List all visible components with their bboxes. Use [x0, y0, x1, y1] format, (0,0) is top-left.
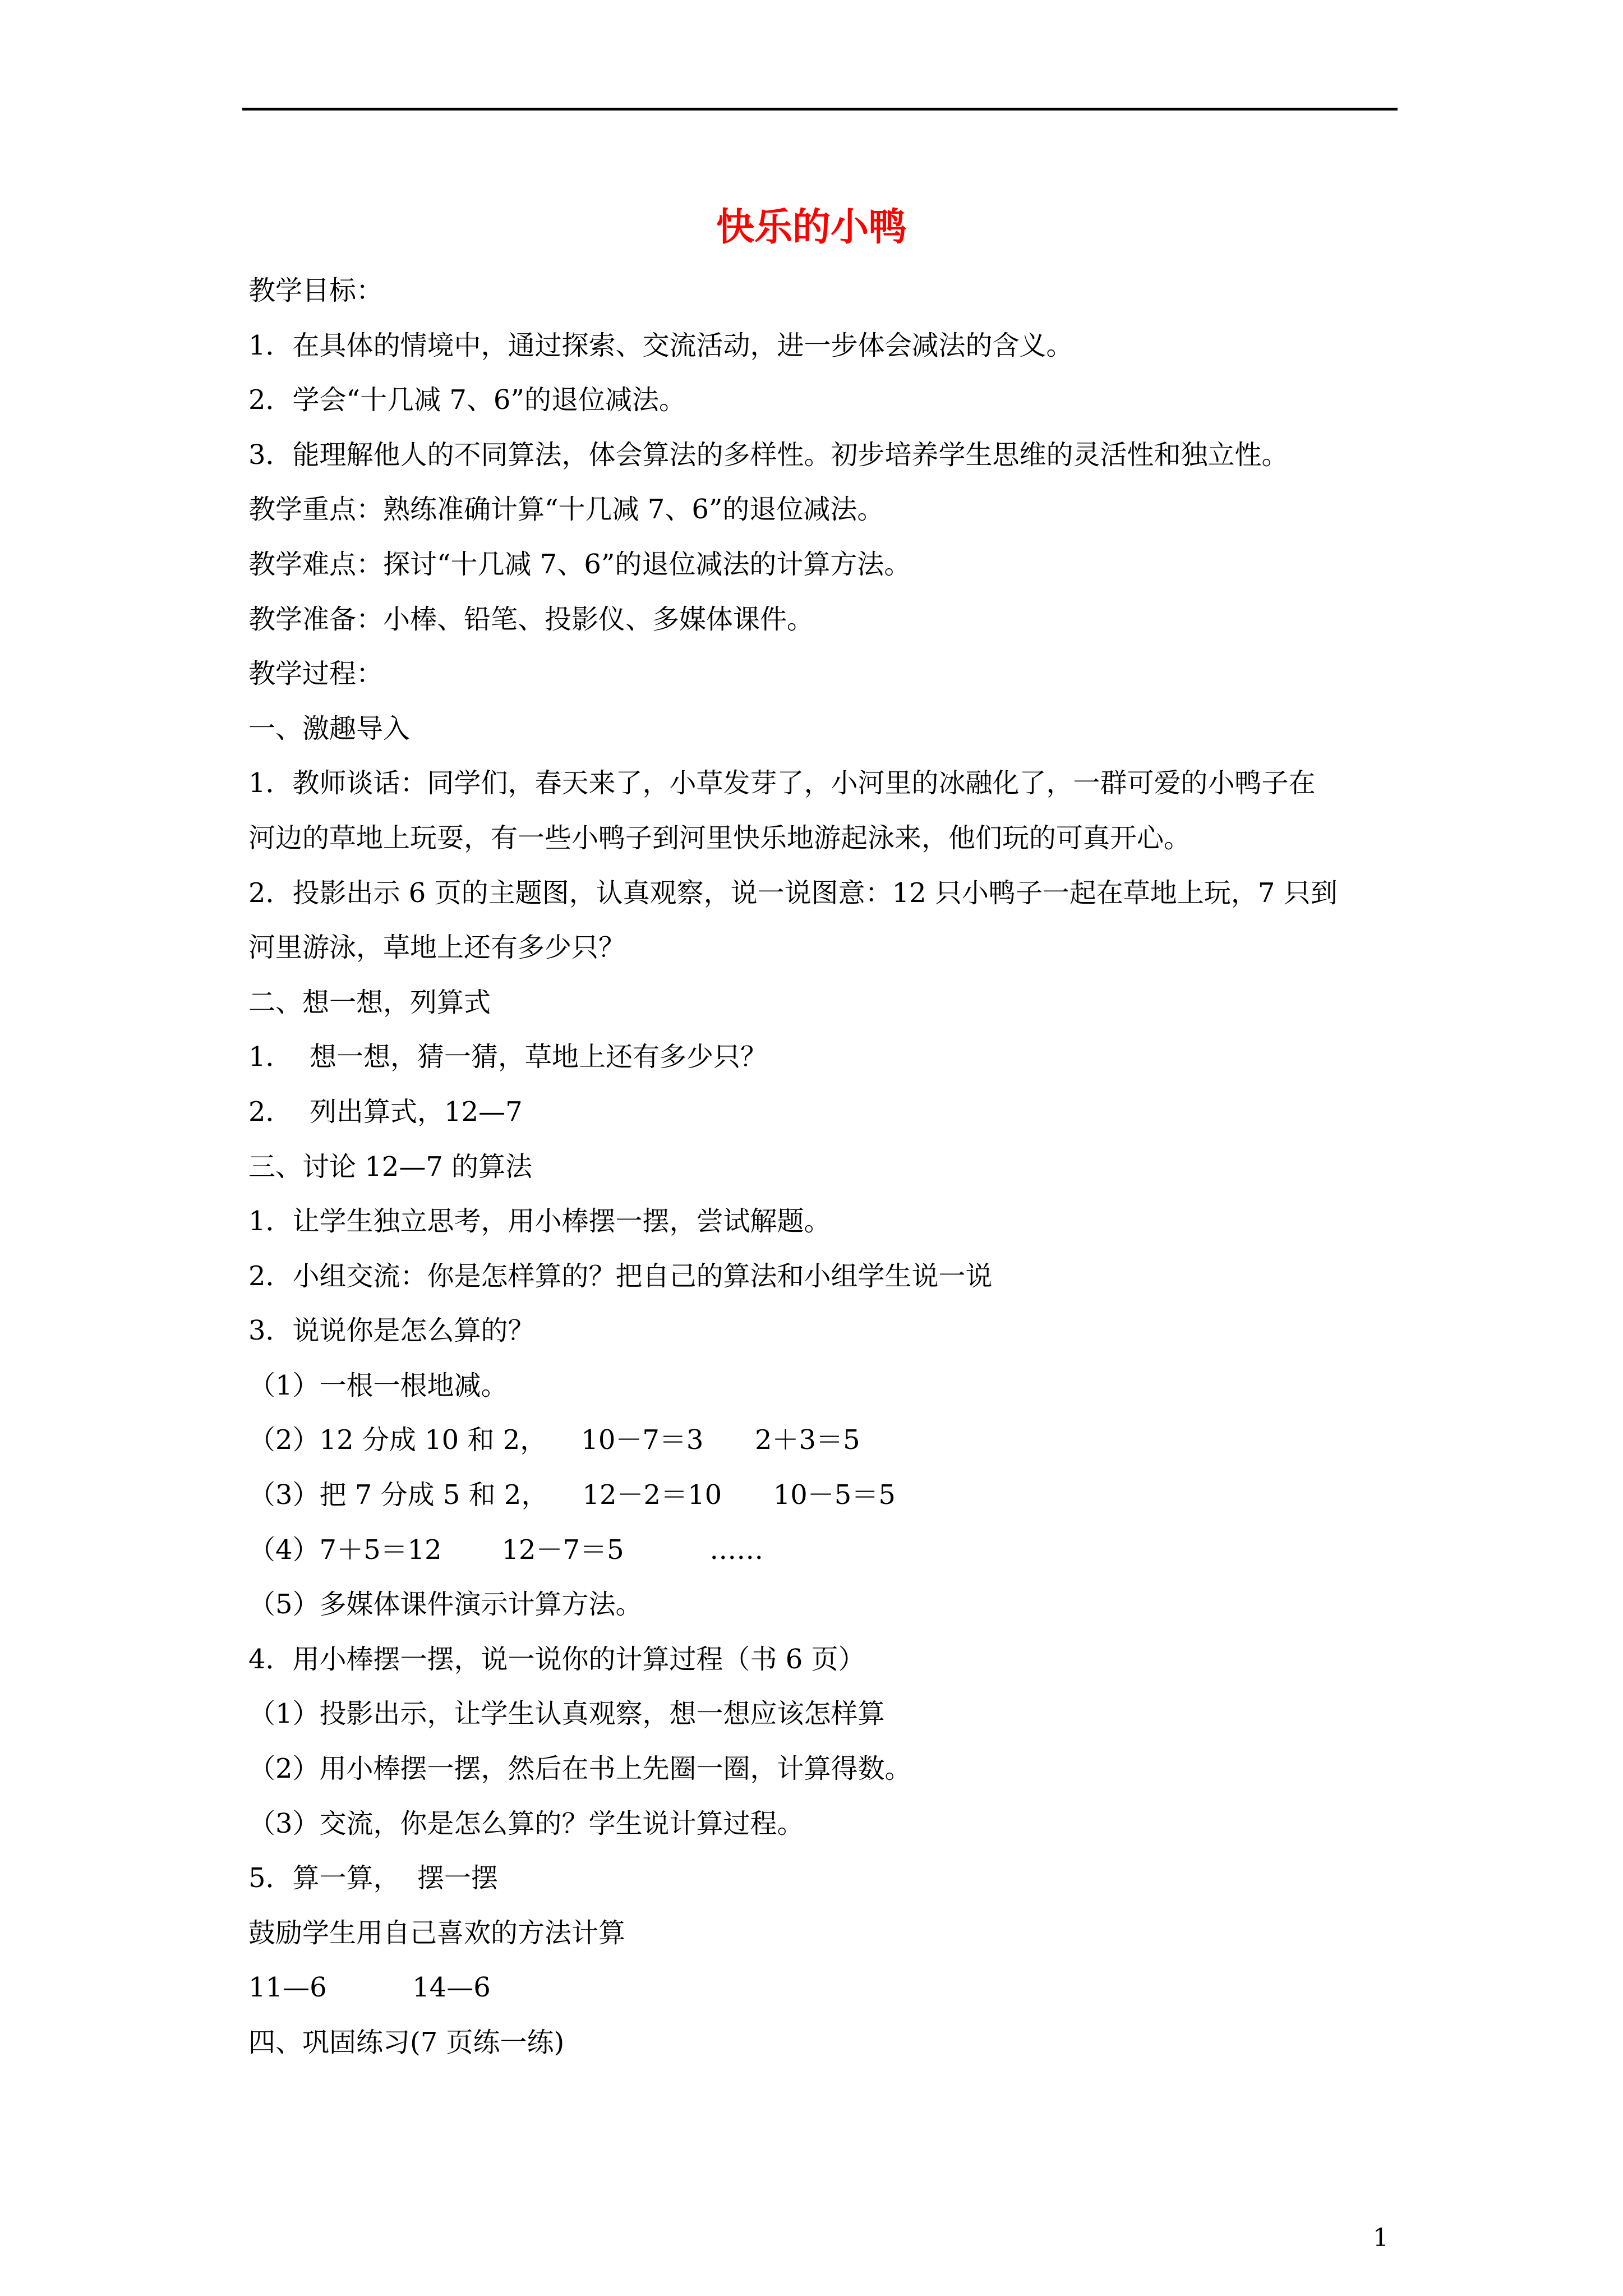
text-line: 2．学会“十几减 7、6”的退位减法。 — [248, 384, 686, 416]
text-line: （5）多媒体课件演示计算方法。 — [248, 1589, 643, 1621]
text-line: 三、讨论 12—7 的算法 — [248, 1151, 533, 1182]
text-line: （1）投影出示，让学生认真观察，想一想应该怎样算 — [248, 1698, 885, 1730]
text-line: 河边的草地上玩耍，有一些小鸭子到河里快乐地游起泳来，他们玩的可真开心。 — [248, 822, 1191, 854]
text-line: 1．让学生独立思考，用小棒摆一摆，尝试解题。 — [248, 1205, 831, 1237]
text-line: （4）7＋5＝12 12－7＝5 …… — [248, 1534, 764, 1566]
text-line: 2． 列出算式，12—7 — [248, 1096, 523, 1128]
text-line: 1． 想一想，猜一猜，草地上还有多少只？ — [248, 1041, 768, 1073]
text-line: 四、巩固练习(7 页练一练) — [248, 2027, 565, 2058]
text-line: 教学过程： — [248, 658, 384, 690]
document-body — [248, 264, 1401, 2070]
text-line: 5．算一算， 摆一摆 — [248, 1862, 499, 1894]
text-line: 河里游泳，草地上还有多少只？ — [248, 932, 626, 964]
text-line: 1．教师谈话：同学们，春天来了，小草发芽了，小河里的冰融化了，一群可爱的小鸭子在 — [248, 767, 1316, 799]
page-number: 1 — [1373, 2224, 1389, 2252]
text-line: 11—6 14—6 — [248, 1972, 491, 2004]
text-line: 1．在具体的情境中，通过探索、交流活动，进一步体会减法的含义。 — [248, 329, 1073, 361]
text-line: 教学目标： — [248, 275, 384, 306]
text-line: 3．说说你是怎么算的？ — [248, 1315, 535, 1347]
text-line: （3）把 7 分成 5 和 2， 12－2＝10 10－5＝5 — [248, 1479, 896, 1511]
text-line: 4．用小棒摆一摆，说一说你的计算过程（书 6 页） — [248, 1643, 865, 1675]
text-line: 二、想一想，列算式 — [248, 986, 491, 1018]
text-line: 教学准备：小棒、铅笔、投影仪、多媒体课件。 — [248, 603, 814, 635]
text-line: 2．小组交流：你是怎样算的？把自己的算法和小组学生说一说 — [248, 1260, 993, 1292]
text-line: （2）12 分成 10 和 2， 10－7＝3 2＋3＝5 — [248, 1424, 860, 1456]
text-line: （2）用小棒摆一摆，然后在书上先圈一圈，计算得数。 — [248, 1753, 912, 1785]
text-line: 2．投影出示 6 页的主题图，认真观察，说一说图意：12 只小鸭子一起在草地上玩，7 只到 — [248, 877, 1338, 909]
text-line: 教学重点：熟练准确计算“十几减 7、6”的退位减法。 — [248, 494, 884, 526]
header-rule — [242, 108, 1398, 111]
text-line: 一、激趣导入 — [248, 712, 411, 744]
text-line: （1）一根一根地减。 — [248, 1369, 508, 1401]
text-line: （3）交流，你是怎么算的？学生说计算过程。 — [248, 1807, 804, 1839]
text-line: 鼓励学生用自己喜欢的方法计算 — [248, 1917, 626, 1949]
text-line: 3．能理解他人的不同算法，体会算法的多样性。初步培养学生思维的灵活性和独立性。 — [248, 439, 1289, 471]
document-title: 快乐的小鸭 — [716, 205, 907, 250]
text-line: 教学难点：探讨“十几减 7、6”的退位减法的计算方法。 — [248, 548, 911, 580]
